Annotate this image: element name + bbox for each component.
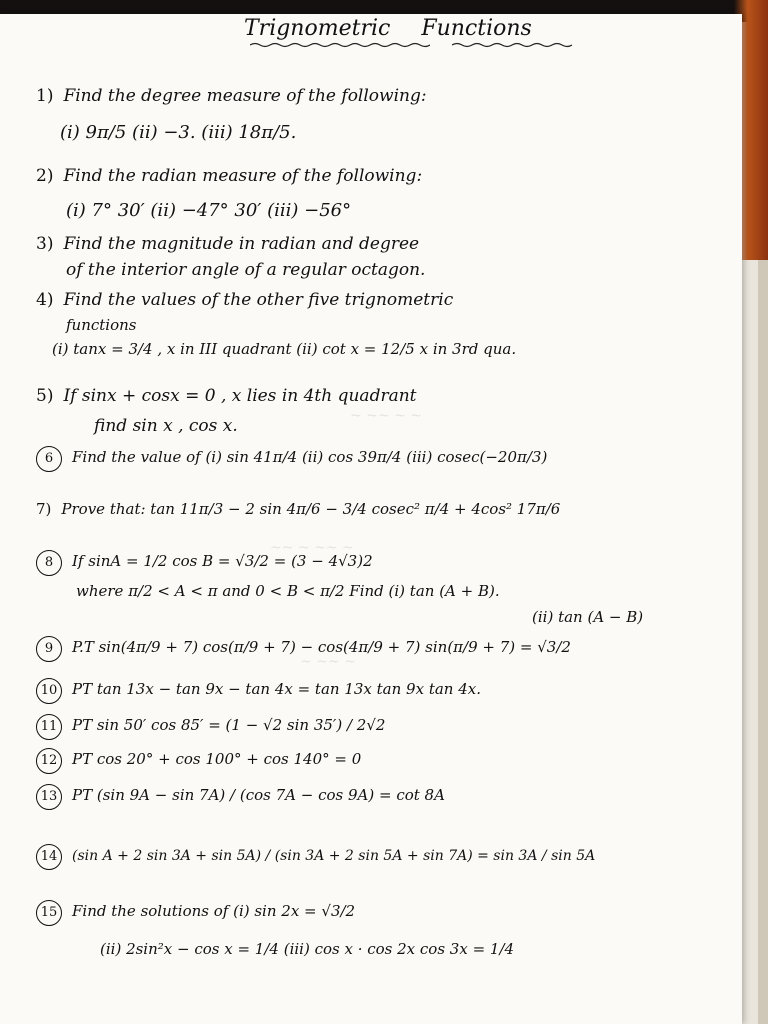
question-5 <box>36 386 417 406</box>
question-text: If sinx + cosx = 0 , x lies in 4th quadrant <box>63 386 417 406</box>
question-number-circle: 12 <box>36 748 62 774</box>
question-text: Find the radian measure of the following: <box>63 166 423 186</box>
question-number-circle: 10 <box>36 678 62 704</box>
question-12 <box>36 748 361 774</box>
notebook-page <box>0 14 742 1024</box>
question-text: (sin A + 2 sin 3A + sin 5A) / (sin 3A + 2 sin 5A + sin 7A) = sin 3A / sin 5A <box>72 848 596 864</box>
question-number: 7) <box>36 500 52 518</box>
question-text: PT tan 13x − tan 9x − tan 4x = tan 13x tan 9x tan 4x. <box>72 680 481 698</box>
question-text: PT cos 20° + cos 100° + cos 140° = 0 <box>72 750 362 768</box>
question-13 <box>36 784 445 810</box>
question-number-circle: 15 <box>36 900 62 926</box>
question-number-circle: 14 <box>36 844 62 870</box>
question-number: 1) <box>36 86 54 106</box>
right-page-edge <box>758 260 768 1024</box>
question-8-line-3: (ii) tan (A − B) <box>532 608 644 626</box>
question-3 <box>36 234 419 254</box>
title-underline-squiggle-1 <box>250 42 430 48</box>
question-number-circle: 9 <box>36 636 62 662</box>
question-text: Find the magnitude in radian and degree <box>63 234 420 254</box>
title-word-2: Functions <box>421 16 532 41</box>
question-4-line-3: (i) tanx = 3/4 , x in III quadrant (ii) cot x = 12/5 x in 3rd qua. <box>52 340 517 358</box>
question-15 <box>36 900 355 926</box>
bleed-through-marks: ~~ ~ ~~ ~ <box>270 540 354 556</box>
question-4-line-2: functions <box>66 316 137 334</box>
bleed-through-marks: ~ ~~ ~ ~ <box>350 408 423 424</box>
question-2-line-2: (i) 7° 30′ (ii) −47° 30′ (iii) −56° <box>66 200 352 221</box>
title-underline-squiggle-2 <box>452 42 572 48</box>
question-number-circle: 8 <box>36 550 62 576</box>
question-number: 4) <box>36 290 54 310</box>
question-number-circle: 13 <box>36 784 62 810</box>
question-1 <box>36 86 427 106</box>
question-6 <box>36 446 547 472</box>
question-text: If sinA = 1/2 cos B = √3/2 = (3 − 4√3)2 <box>72 552 373 570</box>
question-3-line-2: of the interior angle of a regular octagon. <box>66 260 426 280</box>
title-word-1: Trignometric <box>244 16 391 41</box>
question-text: PT sin 50′ cos 85′ = (1 − √2 sin 35′) / 2√2 <box>72 716 386 734</box>
question-number: 5) <box>36 386 54 406</box>
question-1-line-2: (i) 9π/5 (ii) −3. (iii) 18π/5. <box>60 122 297 143</box>
bleed-through-marks: ~ ~~ ~ <box>300 654 356 670</box>
question-number-circle: 11 <box>36 714 62 740</box>
question-14 <box>36 844 595 870</box>
question-4 <box>36 290 453 310</box>
question-number: 2) <box>36 166 54 186</box>
question-15-line-2: (ii) 2sin²x − cos x = 1/4 (iii) cos x · cos 2x cos 3x = 1/4 <box>100 940 515 958</box>
question-text: Find the degree measure of the following: <box>63 86 427 106</box>
question-number: 3) <box>36 234 54 254</box>
question-7 <box>36 500 560 518</box>
question-text: PT (sin 9A − sin 7A) / (cos 7A − cos 9A) = cot 8A <box>72 786 445 804</box>
question-text: Find the values of the other five trignometric <box>63 290 454 310</box>
page-title <box>244 16 556 41</box>
question-text: Prove that: tan 11π/3 − 2 sin 4π/6 − 3/4 cosec² π/4 + 4cos² 17π/6 <box>61 500 561 518</box>
question-text: Find the solutions of (i) sin 2x = √3/2 <box>72 902 356 920</box>
question-8-line-2: where π/2 < A < π and 0 < B < π/2 Find (i) tan (A + B). <box>76 582 500 600</box>
question-2 <box>36 166 422 186</box>
question-11 <box>36 714 385 740</box>
question-5-line-2: find sin x , cos x. <box>94 416 238 436</box>
question-text: P.T sin(4π/9 + 7) cos(π/9 + 7) − cos(4π/9 + 7) sin(π/9 + 7) = √3/2 <box>72 638 571 656</box>
question-10 <box>36 678 481 704</box>
question-number-circle: 6 <box>36 446 62 472</box>
question-text: Find the value of (i) sin 41π/4 (ii) cos 39π/4 (iii) cosec(−20π/3) <box>72 448 548 466</box>
